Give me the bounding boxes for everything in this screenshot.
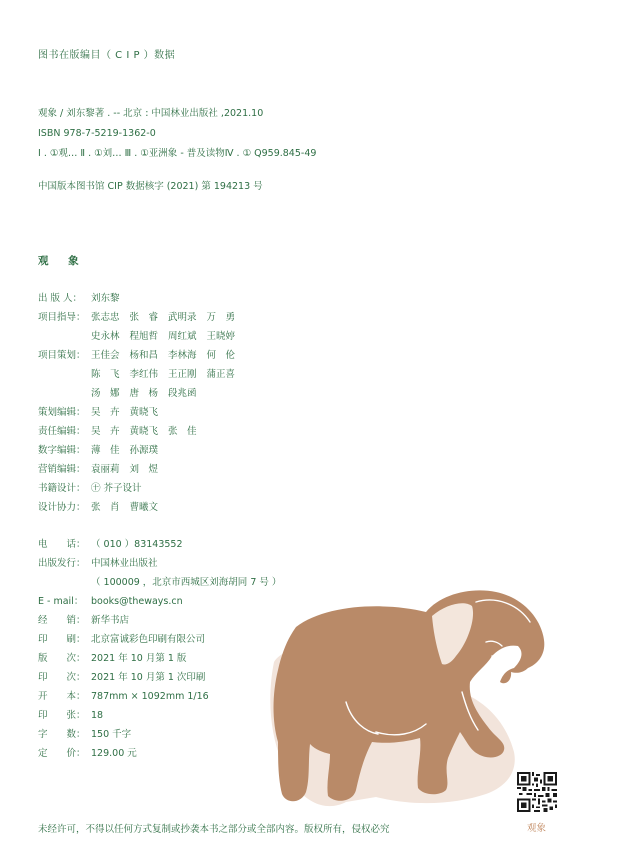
credit-row bbox=[38, 403, 245, 422]
credit-label: 责任编辑： bbox=[38, 426, 86, 437]
copyright-notice: 未经许可，不得以任何方式复制或抄袭本书之部分或全部内容。版权所有，侵权必究 bbox=[38, 824, 390, 835]
credit-row bbox=[38, 460, 245, 479]
publication-label: 印 刷： bbox=[38, 634, 86, 645]
publication-value: 新华书店 bbox=[91, 615, 130, 626]
credit-name: 薄 佳 bbox=[91, 445, 120, 456]
credit-row bbox=[38, 498, 245, 517]
credit-names bbox=[91, 346, 245, 365]
credit-name: 黄晓飞 bbox=[129, 426, 159, 437]
book-title: 观 象 bbox=[38, 255, 87, 267]
publication-label: 印 张： bbox=[38, 710, 86, 721]
publication-label: 印 次： bbox=[38, 672, 86, 683]
credit-label bbox=[38, 327, 91, 346]
credit-names bbox=[91, 384, 207, 403]
elephant-illustration bbox=[256, 582, 556, 812]
publication-row bbox=[38, 744, 281, 763]
publication-label: 开 本： bbox=[38, 691, 86, 702]
credit-name: 曹曦文 bbox=[129, 502, 159, 513]
credit-label: 出 版 人： bbox=[38, 293, 83, 304]
credit-name: 杨和昌 bbox=[129, 350, 159, 361]
credit-label: 设计协力： bbox=[38, 502, 86, 513]
credit-name: 刘东黎 bbox=[91, 293, 120, 304]
publication-row bbox=[38, 611, 281, 630]
credit-name: 程旭哲 bbox=[129, 331, 159, 342]
publication-value: 150 千字 bbox=[91, 729, 132, 740]
publication-row bbox=[38, 687, 281, 706]
publication-value: 中国林业出版社 bbox=[91, 558, 158, 569]
credit-name: 吴 卉 bbox=[91, 407, 120, 418]
credits-list bbox=[38, 289, 245, 517]
cip-record bbox=[38, 104, 316, 164]
credit-names bbox=[91, 308, 245, 327]
credit-names bbox=[91, 403, 168, 422]
qr-caption: 观象 bbox=[527, 823, 547, 834]
publication-value: （ 100009 ，北京市西城区刘海胡同 7 号 ） bbox=[91, 577, 282, 588]
credit-name: 张 佳 bbox=[168, 426, 197, 437]
credit-names bbox=[91, 498, 168, 517]
credit-label bbox=[38, 384, 91, 403]
credit-name: 唐 杨 bbox=[129, 388, 159, 399]
credit-name: 王晓婷 bbox=[206, 331, 236, 342]
publication-value: 北京富诚彩色印刷有限公司 bbox=[91, 634, 206, 645]
credit-name: 刘 煜 bbox=[129, 464, 159, 475]
credit-name: 周红斌 bbox=[168, 331, 197, 342]
publication-label: 经 销： bbox=[38, 615, 86, 626]
credit-name: 何 伦 bbox=[206, 350, 236, 361]
publication-label: 版 次： bbox=[38, 653, 86, 664]
publication-label: 电 话： bbox=[38, 539, 86, 550]
publication-label: 出版发行： bbox=[38, 558, 86, 569]
credit-name: 段兆函 bbox=[168, 388, 197, 399]
credit-name: 张志忠 bbox=[91, 312, 120, 323]
publication-value: 2021 年 10 月第 1 版 bbox=[91, 653, 187, 664]
credit-names bbox=[91, 327, 245, 346]
credit-names bbox=[91, 479, 152, 498]
credit-label: 项目指导： bbox=[38, 312, 86, 323]
publication-value: 129.00 元 bbox=[91, 748, 137, 759]
cip-record-number: 中国版本图书馆 CIP 数据核字 (2021) 第 194213 号 bbox=[38, 181, 263, 192]
cip-line-title: 观象 / 刘东黎著 . -- 北京 : 中国林业出版社 ,2021.10 bbox=[38, 108, 264, 119]
publication-row bbox=[38, 573, 281, 592]
credit-label: 书籍设计： bbox=[38, 483, 86, 494]
credit-name: 张 睿 bbox=[129, 312, 159, 323]
publication-label: 定 价： bbox=[38, 748, 86, 759]
credit-name: 吴 卉 bbox=[91, 426, 120, 437]
publication-row bbox=[38, 706, 281, 725]
credit-name: 袁丽莉 bbox=[91, 464, 120, 475]
credit-name: 史永林 bbox=[91, 331, 120, 342]
credit-name: ㊉ 芥子设计 bbox=[91, 483, 142, 494]
publication-value: 787mm × 1092mm 1/16 bbox=[91, 691, 209, 702]
credit-name: 孙源璞 bbox=[129, 445, 159, 456]
credit-names bbox=[91, 289, 130, 308]
credit-names bbox=[91, 460, 168, 479]
publication-row bbox=[38, 554, 281, 573]
credit-label: 营销编辑： bbox=[38, 464, 86, 475]
credit-names bbox=[91, 441, 168, 460]
credit-label: 项目策划： bbox=[38, 350, 86, 361]
qr-code-icon bbox=[517, 772, 557, 812]
credit-row bbox=[38, 422, 245, 441]
credit-name: 万 勇 bbox=[206, 312, 236, 323]
cip-line-isbn: ISBN 978-7-5219-1362-0 bbox=[38, 128, 156, 139]
cip-line-classification: Ⅰ . ①观… Ⅱ . ①刘… Ⅲ . ①亚洲象 - 普及读物Ⅳ . ① Q959.845-49 bbox=[38, 148, 317, 159]
credit-row bbox=[38, 441, 245, 460]
publication-row bbox=[38, 535, 281, 554]
credit-row bbox=[38, 479, 245, 498]
cip-heading: 图书在版编目（ C I P ）数据 bbox=[38, 50, 176, 61]
publication-row bbox=[38, 630, 281, 649]
credit-name: 武明录 bbox=[168, 312, 197, 323]
credit-label: 数字编辑： bbox=[38, 445, 86, 456]
publication-row bbox=[38, 725, 281, 744]
credit-names bbox=[91, 422, 207, 441]
publication-row bbox=[38, 649, 281, 668]
credit-row bbox=[38, 365, 245, 384]
credit-name: 蒲正喜 bbox=[206, 369, 236, 380]
credit-label bbox=[38, 365, 91, 384]
credit-row bbox=[38, 289, 245, 308]
credit-row bbox=[38, 327, 245, 346]
publication-label: E - mail： bbox=[38, 596, 84, 607]
publication-value: （ 010 ）83143552 bbox=[91, 539, 183, 550]
credit-row bbox=[38, 346, 245, 365]
publication-value: 2021 年 10 月第 1 次印刷 bbox=[91, 672, 206, 683]
credit-names bbox=[91, 365, 245, 384]
credit-name: 黄晓飞 bbox=[129, 407, 159, 418]
publication-row bbox=[38, 592, 281, 611]
credit-row bbox=[38, 308, 245, 327]
credit-name: 王正刚 bbox=[168, 369, 197, 380]
credit-row bbox=[38, 384, 245, 403]
publication-label: 字 数： bbox=[38, 729, 86, 740]
publication-value: 18 bbox=[91, 710, 104, 721]
credit-name: 李林海 bbox=[168, 350, 197, 361]
credit-name: 汤 娜 bbox=[91, 388, 120, 399]
credit-name: 陈 飞 bbox=[91, 369, 120, 380]
credit-name: 王佳会 bbox=[91, 350, 120, 361]
publication-info bbox=[38, 535, 281, 763]
credit-name: 李红伟 bbox=[129, 369, 159, 380]
publication-row bbox=[38, 668, 281, 687]
publication-label bbox=[38, 573, 91, 592]
credit-label: 策划编辑： bbox=[38, 407, 86, 418]
credit-name: 张 肖 bbox=[91, 502, 120, 513]
publication-value: books@theways.cn bbox=[91, 596, 183, 607]
